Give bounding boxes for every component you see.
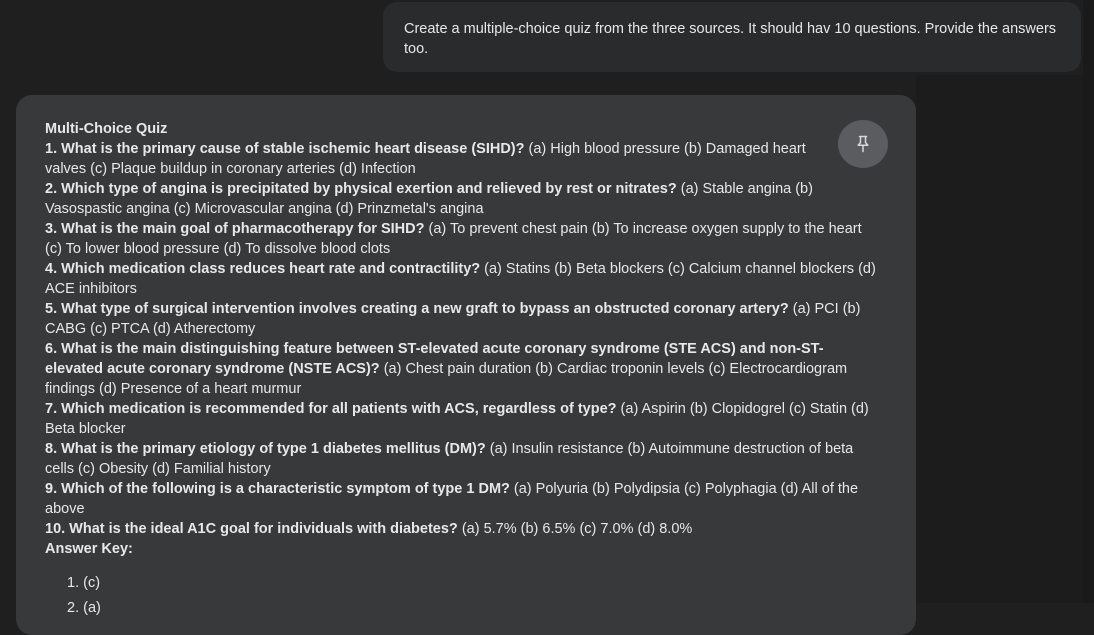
question-7: [45, 399, 888, 439]
question-options: (a) Polyuria (b) Polydipsia (c) Polyphagia (d) All of the above: [45, 481, 859, 517]
question-text: 4. Which medication class reduces heart rate and contractility?: [45, 261, 481, 277]
question-text: 5. What type of surgical intervention involves creating a new graft to bypass an obstructed coronary artery?: [45, 301, 789, 317]
quiz-title: Multi-Choice Quiz: [45, 121, 168, 137]
question-options: (a) Stable angina (b) Vasospastic angina (c) Microvascular angina (d) Prinzmetal's angina: [45, 181, 813, 217]
pin-icon: [855, 135, 871, 153]
answer-item: 2. (a): [67, 600, 101, 616]
question-text: 8. What is the primary etiology of type 1 diabetes mellitus (DM)?: [45, 441, 486, 457]
question-2: [45, 179, 888, 219]
side-background: [916, 75, 1083, 603]
question-text: 2. Which type of angina is precipitated by physical exertion and relieved by rest or nitrates?: [45, 181, 677, 197]
question-text: 6. What is the main distinguishing feature between ST-elevated acute coronary syndrome (STE ACS) and non-ST-elevated acute coronary syndrome (NSTE ACS)?: [45, 341, 824, 377]
question-3: [45, 219, 888, 259]
question-4: [45, 259, 888, 299]
answer-key-list: [45, 573, 888, 618]
question-text: 1. What is the primary cause of stable ischemic heart disease (SIHD)?: [45, 141, 525, 157]
response-card: [16, 95, 916, 635]
user-message-text: Create a multiple-choice quiz from the three sources. It should hav 10 questions. Provide the answers too.: [404, 21, 1057, 57]
answer-key-title: Answer Key:: [45, 541, 133, 557]
question-options: (a) Insulin resistance (b) Autoimmune destruction of beta cells (c) Obesity (d) Familial history: [45, 441, 854, 477]
question-1: [45, 139, 888, 179]
question-options: (a) PCI (b) CABG (c) PTCA (d) Atherectomy: [45, 301, 861, 337]
question-text: 10. What is the ideal A1C goal for individuals with diabetes?: [45, 521, 458, 537]
question-6: [45, 339, 888, 399]
question-10: [45, 519, 888, 539]
user-message-bubble: [383, 2, 1081, 72]
question-options: (a) Chest pain duration (b) Cardiac troponin levels (c) Electrocardiogram findings (d) Presence of a heart murmur: [45, 361, 848, 397]
question-options: (a) 5.7% (b) 6.5% (c) 7.0% (d) 8.0%: [457, 521, 693, 537]
question-options: (a) To prevent chest pain (b) To increase oxygen supply to the heart (c) To lower blood pressure (d) To dissolve blood clots: [45, 221, 862, 257]
question-options: (a) Statins (b) Beta blockers (c) Calcium channel blockers (d) ACE inhibitors: [45, 261, 876, 297]
pin-button[interactable]: [838, 120, 888, 168]
question-8: [45, 439, 888, 479]
question-text: 3. What is the main goal of pharmacotherapy for SIHD?: [45, 221, 425, 237]
scrollbar-track[interactable]: [1083, 0, 1094, 603]
question-text: 7. Which medication is recommended for all patients with ACS, regardless of type?: [45, 401, 617, 417]
question-options: (a) Aspirin (b) Clopidogrel (c) Statin (d) Beta blocker: [45, 401, 869, 437]
question-5: [45, 299, 888, 339]
question-9: [45, 479, 888, 519]
question-options: (a) High blood pressure (b) Damaged heart valves (c) Plaque buildup in coronary arteries (d) Infection: [45, 141, 806, 177]
answer-item: 1. (c): [67, 575, 101, 591]
question-text: 9. Which of the following is a characteristic symptom of type 1 DM?: [45, 481, 510, 497]
